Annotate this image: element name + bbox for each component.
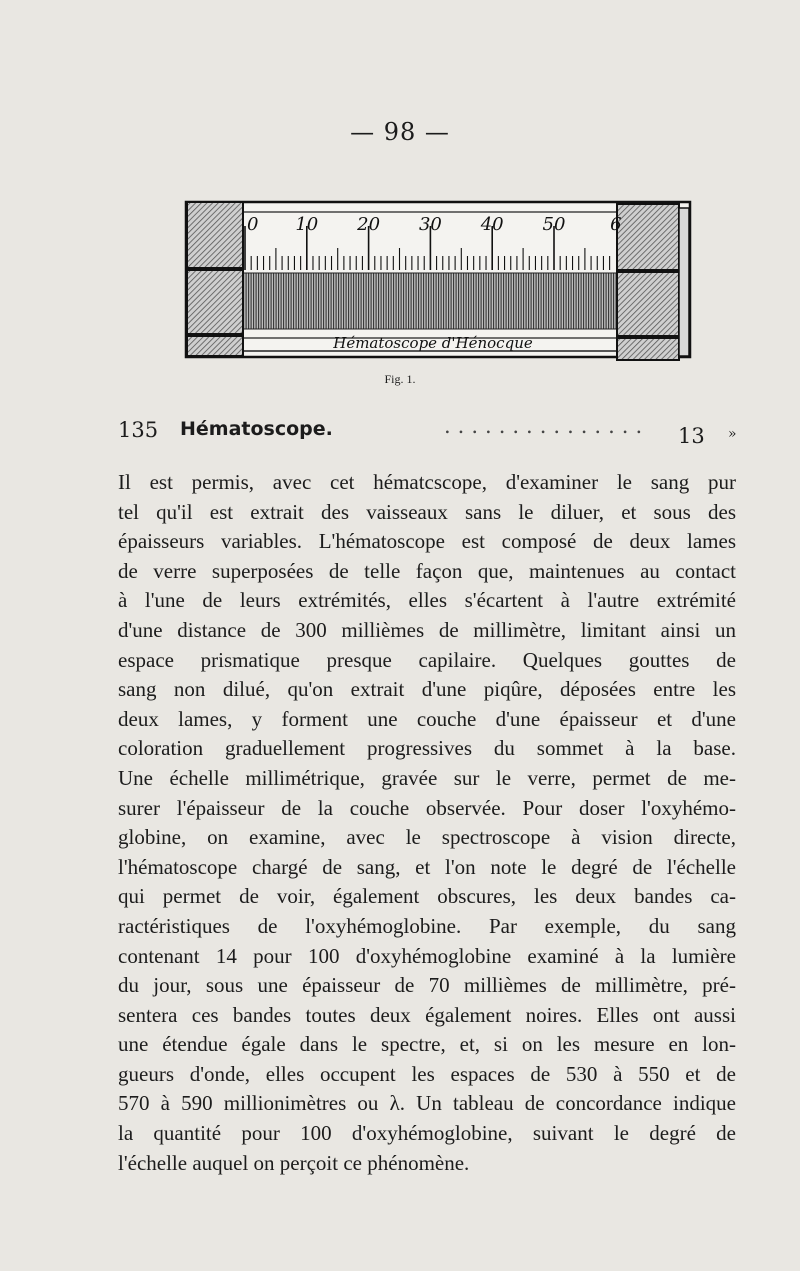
text-line: tel qu'il est extrait des vaisseaux sans le diluer, et sous des: [118, 499, 736, 524]
text-line: sentera ces bandes toutes deux également noires. Elles ont aussi: [118, 1002, 736, 1027]
blood-chamber: [243, 273, 617, 329]
text-line: 570 à 590 millionimètres ou λ. Un tableau de concordance indique: [118, 1091, 736, 1116]
figure-inscription: Hématoscope d'Hénocque: [333, 334, 533, 352]
text-line: l'hématoscope chargé de sang, et l'on note le degré de l'échelle: [118, 854, 736, 879]
text-line: une étendue égale dans le spectre, et, si on les mesure en lon-: [118, 1032, 736, 1057]
text-line: surer l'épaisseur de la couche observée. Pour doser l'oxyhémo-: [118, 795, 736, 820]
entry-mark: »: [728, 426, 737, 442]
entry-number: 135: [118, 418, 159, 442]
text-line: épaisseurs variables. L'hématoscope est composé de deux lames: [118, 529, 736, 554]
figure-caption: Fig. 1.: [384, 372, 416, 386]
text-line: Une échelle millimétrique, gravée sur le verre, permet de me-: [118, 765, 736, 790]
text-line: d'une distance de 300 millièmes de millimètre, limitant ainsi un: [118, 617, 736, 642]
scale-labels: [247, 214, 622, 235]
scale-label: 0: [247, 214, 259, 235]
body-paragraph: [118, 468, 736, 1178]
text-line: qui permet de voir, également obscures, les deux bandes ca-: [118, 884, 736, 909]
scale-label: 50: [542, 214, 566, 235]
scale-label: 40: [480, 214, 504, 235]
text-line: la quantité pour 100 d'oxyhémoglobine, suivant le degré de: [118, 1121, 736, 1146]
entry-title: Hématoscope.: [180, 418, 333, 440]
entry-page: 13: [678, 424, 705, 448]
text-line: l'échelle auquel on perçoit ce phénomène.: [118, 1150, 470, 1175]
scale-label: 10: [295, 214, 319, 235]
text-line: gueurs d'onde, elles occupent les espaces de 530 à 550 et de: [118, 1061, 736, 1086]
text-line: contenant 14 pour 100 d'oxyhémoglobine examiné à la lumière: [118, 943, 736, 968]
text-line: ractéristiques de l'oxyhémoglobine. Par exemple, du sang: [118, 913, 736, 938]
text-line: espace prismatique presque capilaire. Quelques gouttes de: [118, 647, 736, 672]
text-line: Il est permis, avec cet hématcscope, d'examiner le sang pur: [118, 470, 736, 494]
text-line: de verre superposées de telle façon que, maintenues au contact: [118, 558, 736, 583]
scale-label: 20: [357, 214, 381, 235]
right-clamp: [617, 204, 689, 360]
hematoscope-figure: [183, 198, 695, 364]
scale-label: 30: [418, 214, 442, 235]
text-line: du jour, sous une épaisseur de 70 millièmes de millimètre, pré-: [118, 973, 736, 998]
text-line: à l'une de leurs extrémités, elles s'écartent à l'autre extrémité: [118, 588, 736, 613]
catalog-entry: [118, 414, 768, 452]
page-number: — 98 —: [350, 118, 450, 146]
text-line: sang non dilué, qu'on extrait d'une piqûre, déposées entre les: [118, 677, 736, 702]
text-line: coloration graduellement progressives du sommet à la base.: [118, 736, 736, 761]
left-clamp: [187, 202, 243, 356]
text-line: globine, on examine, avec le spectroscope à vision directe,: [118, 825, 736, 850]
entry-leader-dots: ...............: [444, 414, 650, 438]
scale-label: 6: [610, 214, 622, 235]
text-line: deux lames, y forment une couche d'une épaisseur et d'une: [118, 706, 736, 731]
